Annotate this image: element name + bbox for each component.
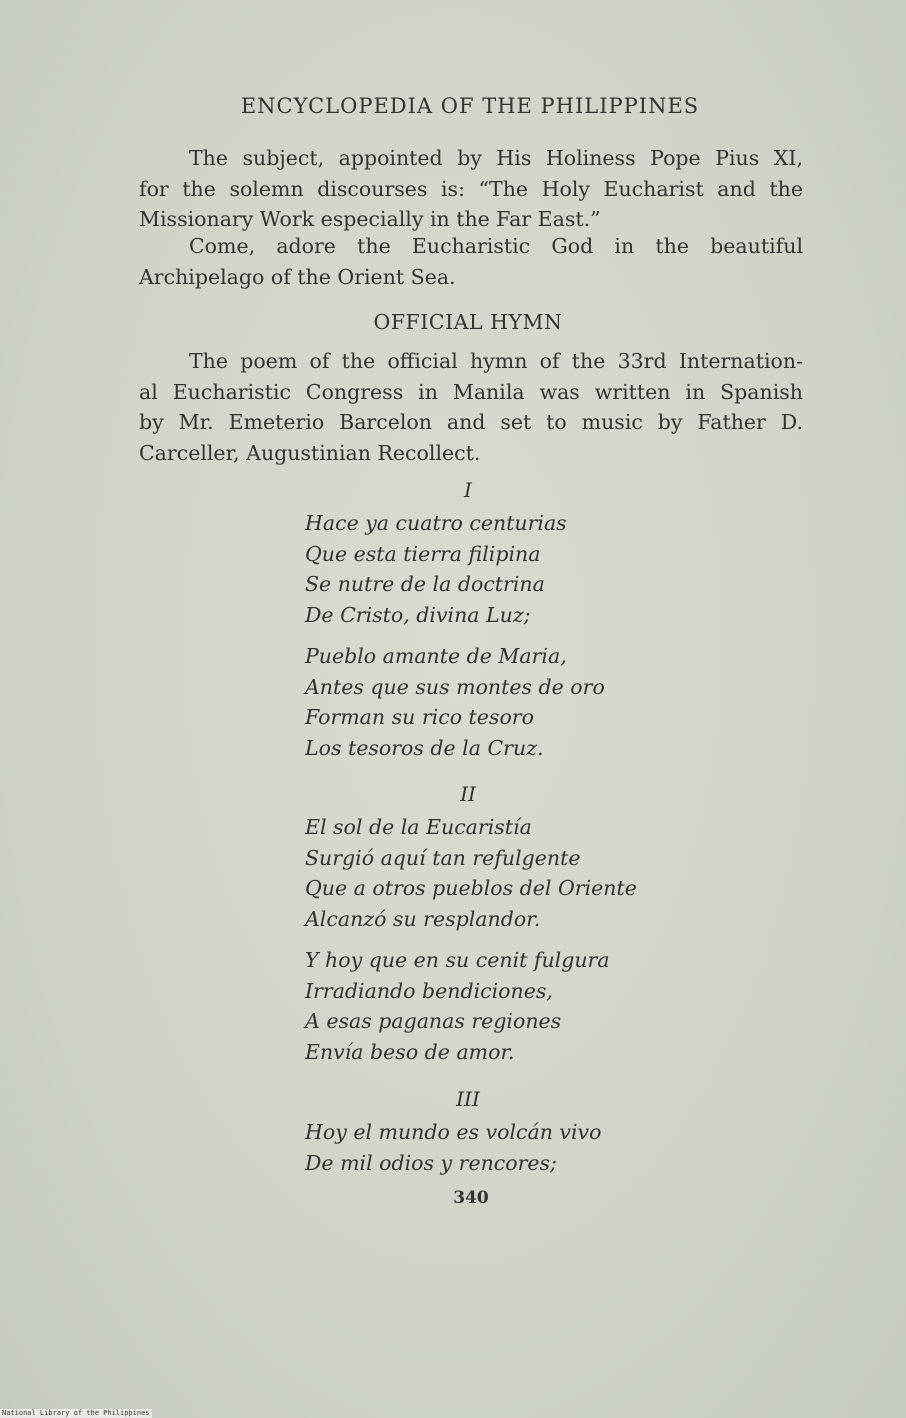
text-line: by Mr. Emeterio Barcelon and set to music by Father D. — [139, 410, 803, 434]
verse-line: Irradiando bendiciones, — [305, 978, 553, 1003]
verse-line: Hoy el mundo es volcán vivo — [305, 1120, 602, 1144]
verse-line: Antes que sus montes de oro — [305, 674, 605, 699]
text-line: Missionary Work especially in the Far East.” — [139, 207, 601, 231]
verse-line: Pueblo amante de Maria, — [305, 644, 567, 668]
text-line: for the solemn discourses is: “The Holy Eucharist and the — [139, 176, 803, 201]
text-line: Come, adore the Eucharistic God in the beautiful — [189, 234, 803, 258]
running-head: ENCYCLOPEDIA OF THE PHILIPPINES — [240, 94, 700, 118]
section-title: OFFICIAL HYMN — [373, 310, 563, 334]
paragraph-hymn-intro — [139, 346, 803, 468]
verse-line: Envía beso de amor. — [305, 1039, 515, 1064]
text-line: Archipelago of the Orient Sea. — [139, 264, 456, 289]
stanza-verse — [305, 812, 637, 934]
stanza-numeral: I — [464, 478, 472, 502]
text-line: The subject, appointed by His Holiness Pope Pius XI, — [189, 146, 803, 170]
verse-line: Forman su rico tesoro — [305, 705, 534, 729]
stanza-numeral: III — [456, 1087, 480, 1111]
text-line: al Eucharistic Congress in Manila was written in Spanish — [139, 379, 803, 404]
verse-line: El sol de la Eucaristía — [305, 815, 532, 839]
verse-line: Y hoy que en su cenit fulgura — [305, 948, 610, 972]
stanza-verse — [305, 641, 605, 763]
stanza-numeral: II — [460, 782, 476, 806]
verse-line: Se nutre de la doctrina — [305, 572, 545, 596]
verse-line: Que esta tierra filipina — [305, 541, 541, 566]
verse-line: Que a otros pueblos del Oriente — [305, 876, 637, 900]
page-number: 340 — [453, 1188, 489, 1208]
verse-line: Surgió aquí tan refulgente — [305, 845, 581, 870]
footer-credit: National Library of the Philippines — [2, 1409, 150, 1417]
text-line: The poem of the official hymn of the 33rd Internation- — [189, 349, 803, 373]
verse-line: Los tesoros de la Cruz. — [305, 735, 544, 760]
paragraph-come-adore — [139, 231, 803, 292]
paragraph-subject — [139, 143, 803, 235]
verse-line: De Cristo, divina Luz; — [305, 602, 531, 627]
stanza-verse — [305, 945, 610, 1067]
verse-line: Hace ya cuatro centurias — [305, 511, 567, 535]
text-line: Carceller, Augustinian Recollect. — [139, 440, 481, 465]
verse-line: De mil odios y rencores; — [305, 1150, 557, 1175]
verse-line: Alcanzó su resplandor. — [305, 906, 541, 931]
stanza-verse — [305, 508, 567, 630]
stanza-verse — [305, 1117, 601, 1178]
verse-line: A esas paganas regiones — [305, 1009, 562, 1033]
